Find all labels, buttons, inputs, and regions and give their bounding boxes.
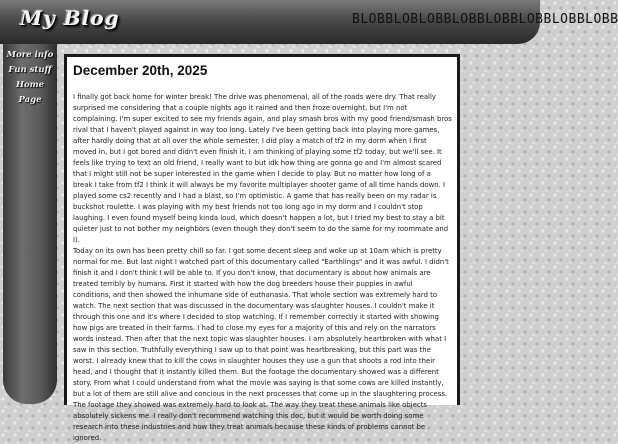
site-header bbox=[0, 0, 618, 44]
post-paragraph: I finally got back home for winter break! The drive was phenomenal, all of the roads were dry. That really surprised me considering that a couple nights ago it rained and then froze overnight, but I'm not complaining. I'm super excited to see my friends again, and play smash bros with my good friend/smash bros rival that I haven't played against in way too long. Lately I've been getting back into playing more games, after hardly doing that at all over the whole semester. I did play a match of tf2 in my dorm when I first moved in, but I got bored and didn't even finish it. I am thinking of playing some tf2 today, but we'll see. It feels like trying to text an old friend, I really want to but idk how thing are gonna go and I'm almost scared that I might still not be super interested in the game when I decide to play. But no matter how long of a break I take from tf2 I think it will always be my favorite multiplayer shooter game of all time hands down. I played some cs2 recently and I had a blast, so I'm optimistic. A game that has really been on my radar is buckshot roulette. I was playing with my best friends not too long ago in my dorm and I couldn't stop laughing. I even found myself being kinda loud, which doesn't happen a lot, but I tried my best to stay a bit quieter just to not bother my neighbors (even though they don't seem to do the same for my roommate and I). bbox=[73, 93, 452, 244]
blog-post-panel bbox=[64, 54, 460, 442]
post-body bbox=[73, 92, 452, 444]
nav-link-home-page[interactable]: Home Page bbox=[15, 80, 45, 105]
nav-link-fun-stuff[interactable]: Fun stuff bbox=[8, 65, 52, 75]
post-title: December 20th, 2025 bbox=[73, 63, 208, 78]
nav-link-more-info[interactable]: More info bbox=[6, 50, 54, 60]
marquee-text: BLOBBLOBLOBBLOBBLOBBLOBBLOBBLOBB bbox=[352, 12, 618, 27]
sidebar-nav bbox=[3, 44, 57, 404]
post-paragraph: Today on its own has been pretty chill so far. I got some decent sleep and woke up at 10am which is pretty normal for me. But last night I watched part of this documentary called "Earthlings" and it was awful. I didn't finish it and I don't think I will be able to. If you don't know, that documentary is about how animals are treated terribly by humans. First it started with how the dog breeders house their puppies in awful conditions, and then showed the inhumane side of euthanasia. That whole section was extremely hard to watch. The next section that was discussed in the documentary was slaughter houses. I couldn't make it through this one and it's where I decided to stop watching. If I remember correctly it started with showing how pigs are treated in their farms. I had to close my eyes for a majority of this and rely on the narrators words instead. Then after that the next topic was slaughter houses. I am absolutely heartbroken with what I saw in this section. Truthfully everything I saw up to that point was heartbreaking, but this part was the worst. I already knew that to kill the cows in slaughter houses they use a gun that shoots a rod into their head, and I thought that it instantly killed them. But the footage the documentary showed was a different story. From what I could understand from what the movie was saying is that some cows are killed instantly, but a lot of them are still alive and concious in the next processes that come up in the slaughtering process. The footage they showed was extremely hard to look at. The way they treat these animals like objects absolutely sickens me. I really don't recommend watching this doc, but it would be worth doing some research into these industries and how they treat animals because these kinds of problems cannot be ignored. bbox=[73, 247, 449, 442]
scrolling-marquee bbox=[352, 8, 618, 28]
site-logo[interactable]: My Blog bbox=[20, 6, 120, 30]
